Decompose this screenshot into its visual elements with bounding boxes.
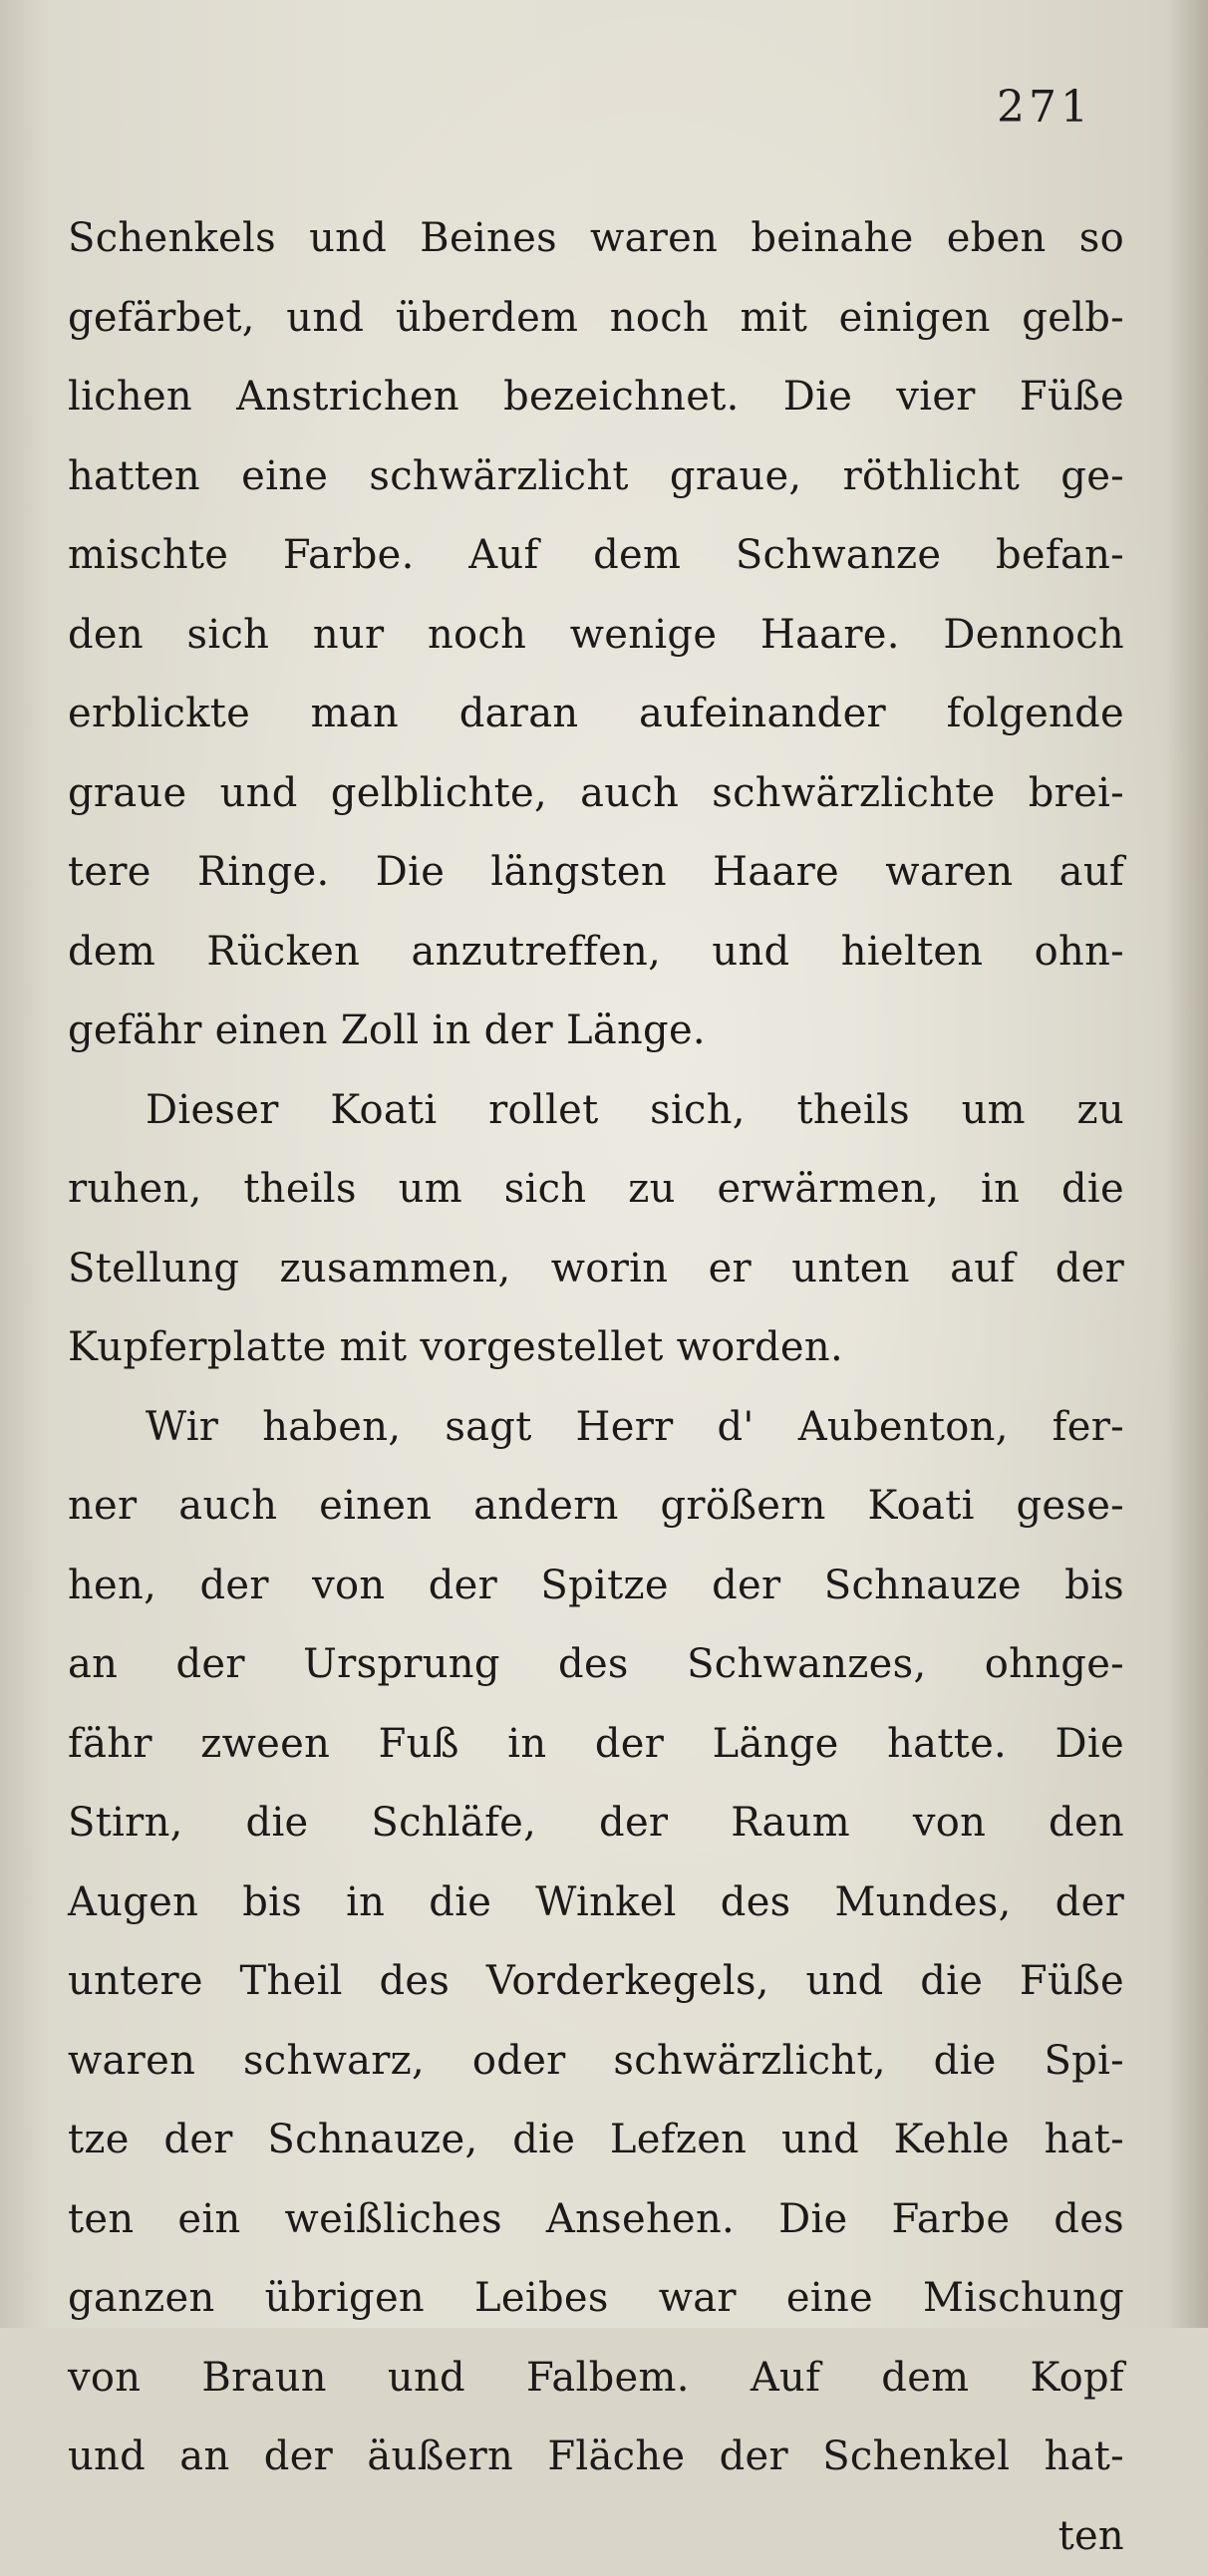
catchword: ten bbox=[68, 2497, 1124, 2576]
page-number: 271 bbox=[997, 82, 1136, 133]
text-line: mischte Farbe. Auf dem Schwanze befan- bbox=[68, 516, 1124, 596]
text-line: Augen bis in die Winkel des Mundes, der bbox=[68, 1863, 1124, 1943]
paragraph-first-line: Dieser Koati rollet sich, theils um zu bbox=[68, 1071, 1124, 1151]
text-line: hen, der von der Spitze der Schnauze bis bbox=[68, 1547, 1124, 1626]
text-line: ten ein weißliches Ansehen. Die Farbe des bbox=[68, 2180, 1124, 2260]
paragraph-end-line: gefähr einen Zoll in der Länge. bbox=[68, 992, 1124, 1071]
page-edge-shadow bbox=[1168, 0, 1208, 2328]
text-line: ganzen übrigen Leibes war eine Mischung bbox=[68, 2259, 1124, 2339]
text-line: gefärbet, und überdem noch mit einigen gelb- bbox=[68, 279, 1124, 359]
text-line: ruhen, theils um sich zu erwärmen, in die bbox=[68, 1150, 1124, 1230]
text-line: dem Rücken anzutreffen, und hielten ohn- bbox=[68, 913, 1124, 993]
text-line: Stellung zusammen, worin er unten auf der bbox=[68, 1230, 1124, 1309]
text-line: waren schwarz, oder schwärzlicht, die Spi- bbox=[68, 2022, 1124, 2102]
text-line: und an der äußern Fläche der Schenkel hat- bbox=[68, 2418, 1124, 2497]
text-line: den sich nur noch wenige Haare. Dennoch bbox=[68, 596, 1124, 676]
text-line: untere Theil des Vorderkegels, und die Füße bbox=[68, 1942, 1124, 2022]
body-text bbox=[68, 199, 1124, 2576]
text-line: Stirn, die Schläfe, der Raum von den bbox=[68, 1784, 1124, 1863]
paragraph-first-line: Wir haben, sagt Herr d' Aubenton, fer- bbox=[68, 1388, 1124, 1468]
text-line: Schenkels und Beines waren beinahe eben so bbox=[68, 199, 1124, 279]
text-line: an der Ursprung des Schwanzes, ohnge- bbox=[68, 1625, 1124, 1705]
text-line: erblickte man daran aufeinander folgende bbox=[68, 675, 1124, 754]
text-line: tze der Schnauze, die Lefzen und Kehle hat- bbox=[68, 2101, 1124, 2180]
text-line: ner auch einen andern größern Koati gese- bbox=[68, 1467, 1124, 1547]
paragraph-end-line: Kupferplatte mit vorgestellet worden. bbox=[68, 1308, 1124, 1388]
text-line: tere Ringe. Die längsten Haare waren auf bbox=[68, 833, 1124, 913]
text-line: fähr zween Fuß in der Länge hatte. Die bbox=[68, 1705, 1124, 1785]
text-line: lichen Anstrichen bezeichnet. Die vier Füße bbox=[68, 358, 1124, 437]
text-line: graue und gelblichte, auch schwärzlichte brei- bbox=[68, 754, 1124, 834]
text-line: hatten eine schwärzlicht graue, röthlicht ge- bbox=[68, 437, 1124, 517]
text-line: von Braun und Falbem. Auf dem Kopf bbox=[68, 2339, 1124, 2419]
